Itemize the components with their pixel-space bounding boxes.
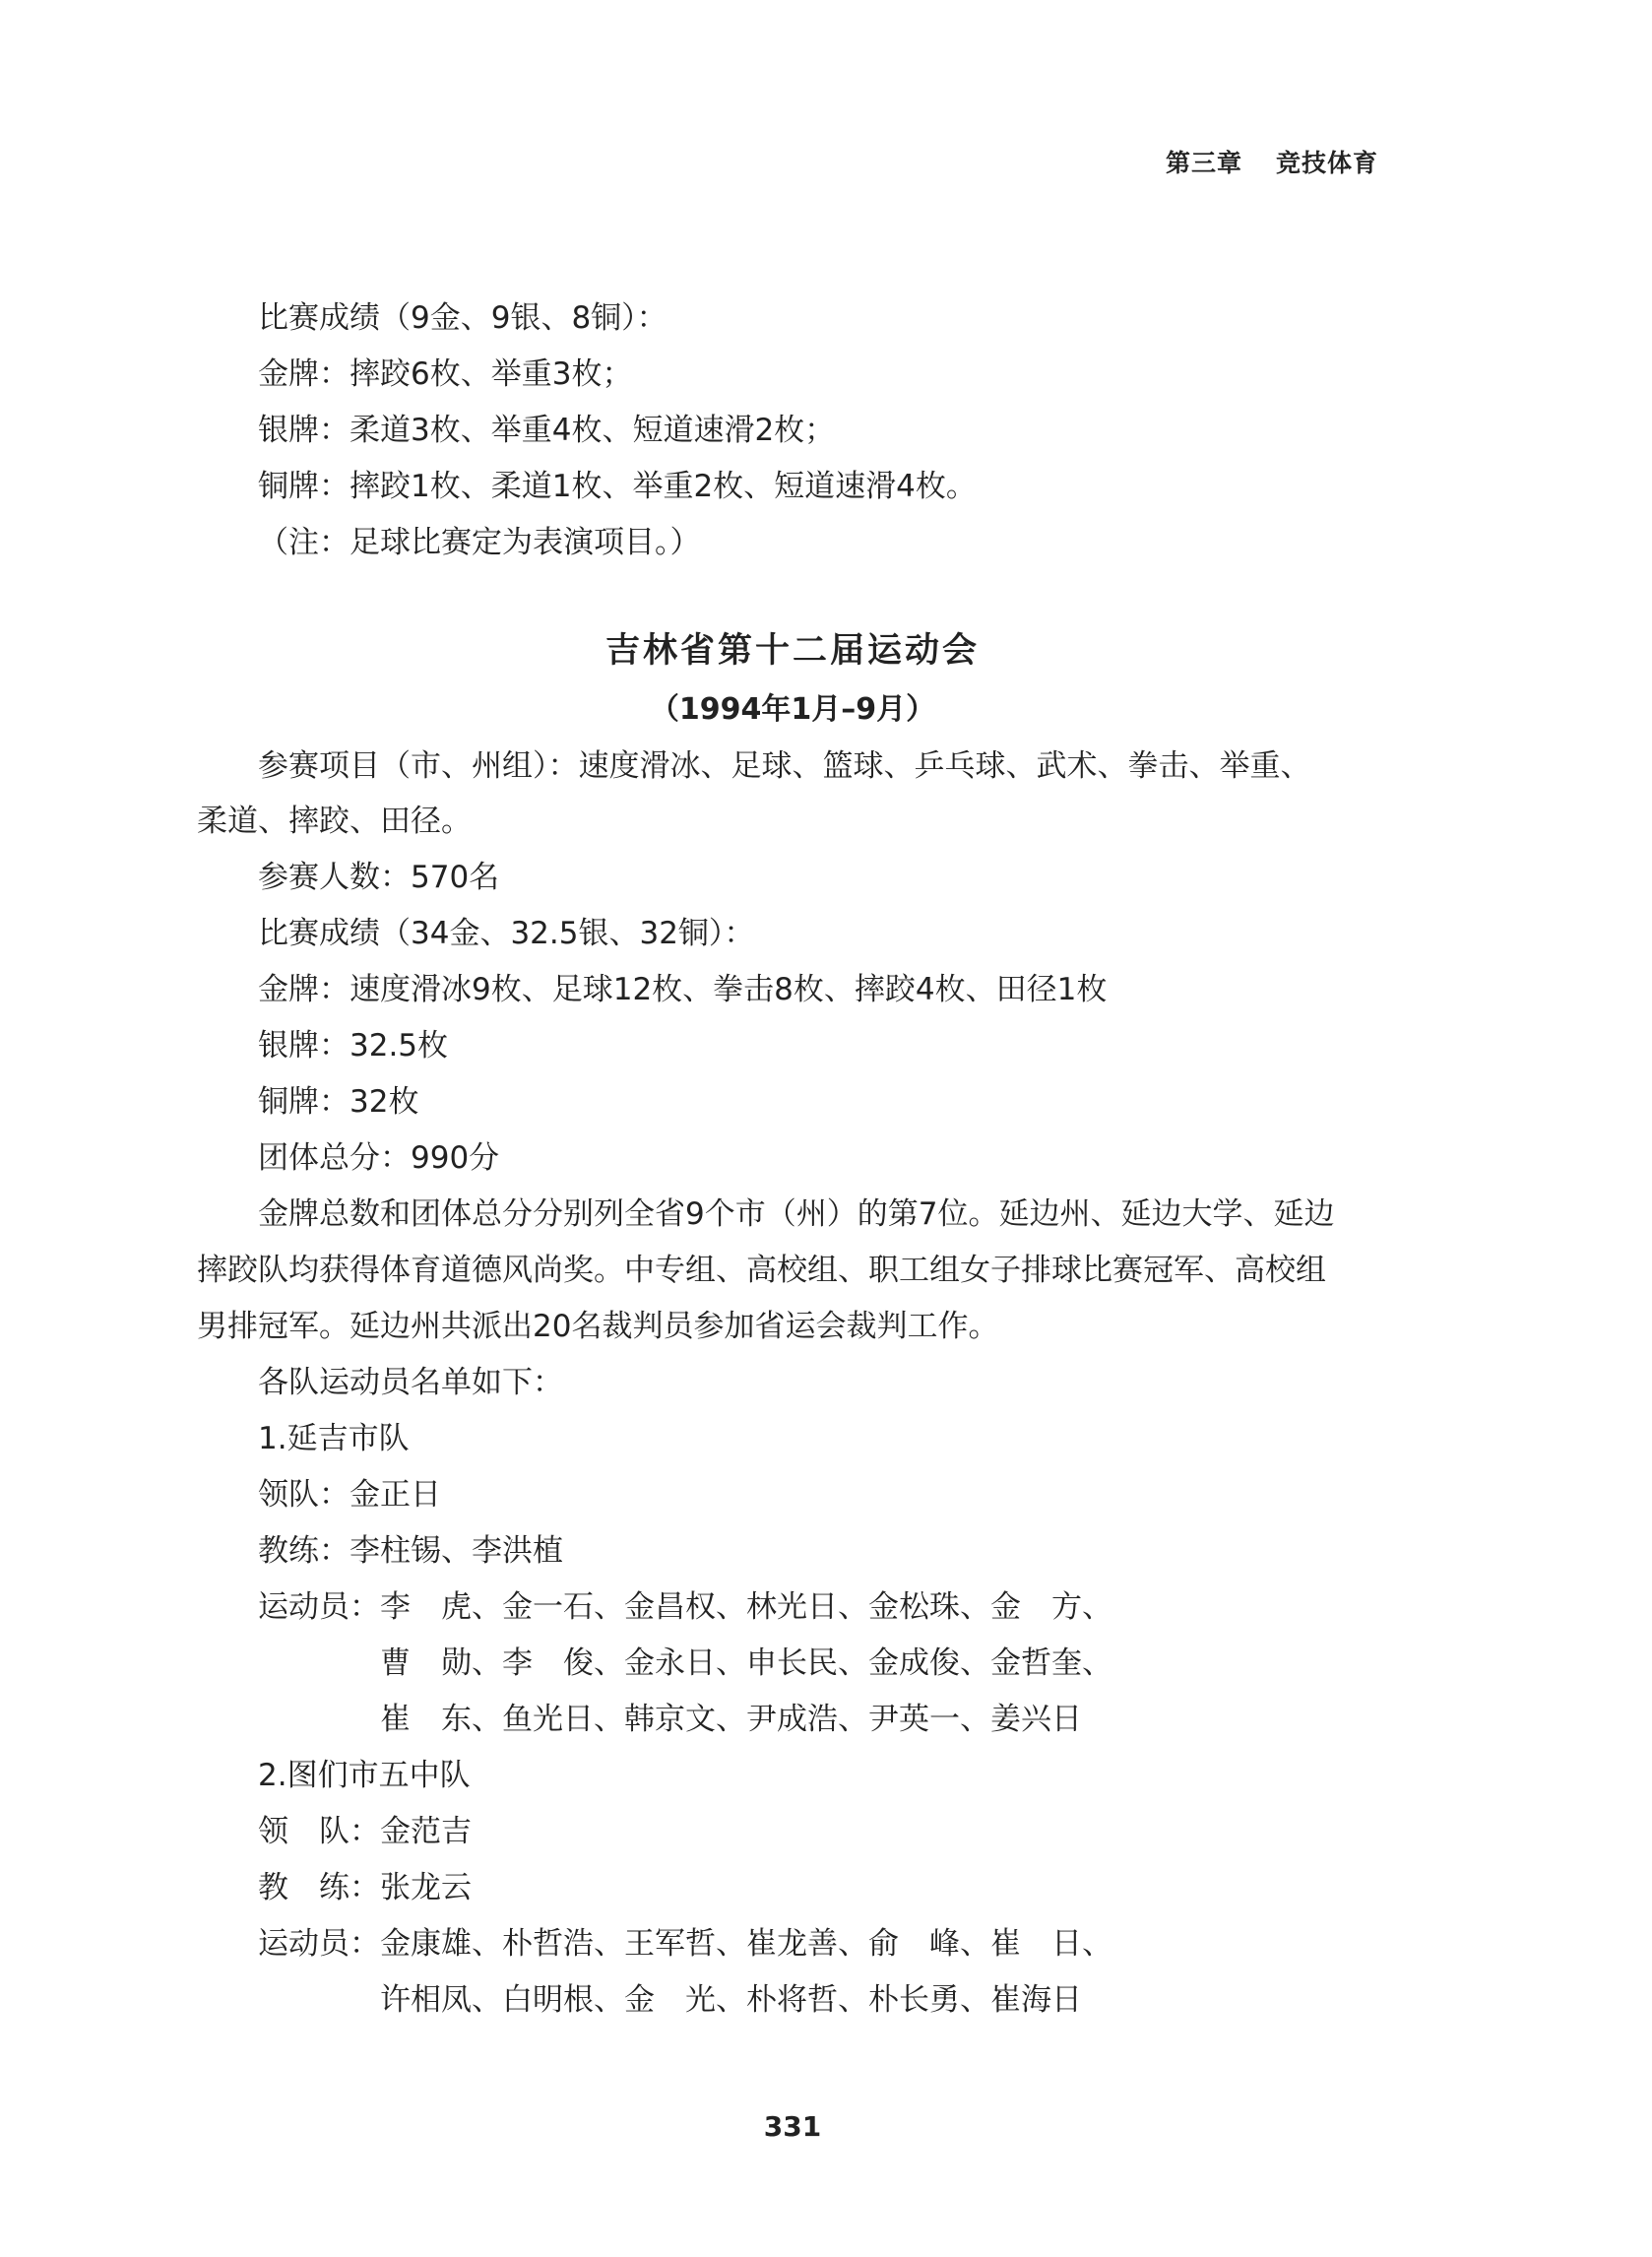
team2-athletes-row <box>258 1916 1112 1971</box>
prev-results: 比赛成绩（9金、9银、8铜）： <box>258 300 667 336</box>
team2-leader-label: 领 队： <box>258 1814 380 1849</box>
prev-bronze: 铜牌：摔跤1枚、柔道1枚、举重2枚、短道速滑4枚。 <box>258 469 977 504</box>
events-line-2: 柔道、摔跤、田径。 <box>197 804 472 839</box>
team1-athletes-line-3: 崔 东、鱼光日、韩京文、尹成浩、尹英一、姜兴日 <box>380 1702 1082 1737</box>
team1-leader: 领队：金正日 <box>258 1477 441 1513</box>
team1-coach: 教练：李柱锡、李洪植 <box>258 1533 563 1569</box>
team1-athletes-row <box>258 1580 1112 1635</box>
prev-note: （注：足球比赛定为表演项目。） <box>258 525 701 560</box>
results: 比赛成绩（34金、32.5银、32铜）： <box>258 916 755 951</box>
team2-leader-row <box>258 1804 472 1859</box>
team2-coach: 张龙云 <box>380 1870 472 1905</box>
team2-name: 2.图们市五中队 <box>258 1758 471 1793</box>
participants: 参赛人数：570名 <box>258 860 500 895</box>
roster-intro: 各队运动员名单如下： <box>258 1365 563 1400</box>
prev-gold: 金牌：摔跤6枚、举重3枚； <box>258 356 633 392</box>
events-line-1: 参赛项目（市、州组）：速度滑冰、足球、篮球、乒乓球、武术、拳击、举重、 <box>258 748 1311 784</box>
team2-athletes-label: 运动员： <box>258 1926 380 1962</box>
section-label: 竞技体育 <box>1275 149 1378 177</box>
team1-athletes-label: 运动员： <box>258 1589 380 1625</box>
team-score: 团体总分：990分 <box>258 1140 500 1176</box>
prev-silver: 银牌：柔道3枚、举重4枚、短道速滑2枚； <box>258 413 836 448</box>
chapter-label: 第三章 <box>1165 149 1242 177</box>
team2-coach-row <box>258 1860 472 1915</box>
team2-athletes-line-2: 许相凤、白明根、金 光、朴将哲、朴长勇、崔海日 <box>380 1982 1082 2018</box>
silver-medals: 银牌：32.5枚 <box>258 1028 449 1064</box>
summary-line-2: 摔跤队均获得体育道德风尚奖。中专组、高校组、职工组女子排球比赛冠军、高校组 <box>197 1253 1326 1288</box>
event-date: （1994年1月–9月） <box>649 692 936 727</box>
summary-line-3: 男排冠军。延边州共派出20名裁判员参加省运会裁判工作。 <box>197 1309 999 1344</box>
event-title: 吉林省第十二届运动会 <box>604 631 980 671</box>
team1-athletes-line-2: 曹 勋、李 俊、金永日、申长民、金成俊、金哲奎、 <box>380 1645 1112 1681</box>
team2-leader: 金范吉 <box>380 1814 472 1849</box>
summary-line-1: 金牌总数和团体总分分别列全省9个市（州）的第7位。延边州、延边大学、延边 <box>258 1196 1335 1232</box>
running-header <box>1166 144 1378 179</box>
team2-athletes-line-1: 金康雄、朴哲浩、王军哲、崔龙善、俞 峰、崔 日、 <box>380 1926 1112 1962</box>
page-number: 331 <box>763 2110 822 2143</box>
team1-name: 1.延吉市队 <box>258 1421 410 1456</box>
bronze-medals: 铜牌：32枚 <box>258 1084 419 1120</box>
team1-athletes-line-1: 李 虎、金一石、金昌权、林光日、金松珠、金 方、 <box>380 1589 1112 1625</box>
gold-medals: 金牌：速度滑冰9枚、足球12枚、拳击8枚、摔跤4枚、田径1枚 <box>258 972 1108 1007</box>
team2-coach-label: 教 练： <box>258 1870 380 1905</box>
